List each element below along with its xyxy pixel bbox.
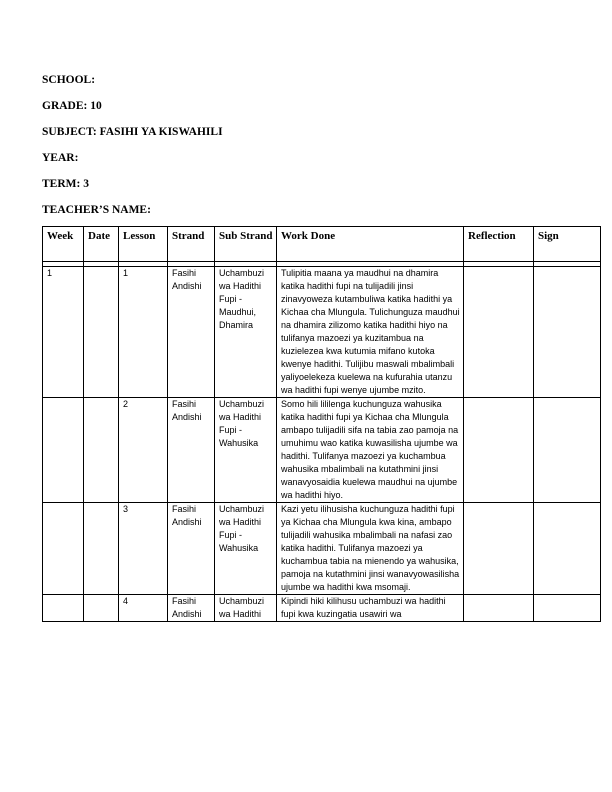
column-header-lesson: Lesson — [119, 227, 168, 262]
subject-label: SUBJECT: FASIHI YA KISWAHILI — [42, 126, 223, 138]
week-cell — [43, 398, 84, 503]
strand-cell: Fasihi Andishi — [168, 267, 215, 398]
date-cell — [84, 398, 119, 503]
year-label: YEAR: — [42, 152, 79, 164]
table-row — [43, 398, 601, 503]
strand-cell: Fasihi Andishi — [168, 595, 215, 622]
teacher-name-label: TEACHER’S NAME: — [42, 204, 151, 216]
column-header-sub-strand: Sub Strand — [215, 227, 277, 262]
sub-strand-cell: Uchambuzi wa Hadithi Fupi - Wahusika — [215, 398, 277, 503]
column-header-work-done: Work Done — [277, 227, 464, 262]
week-cell — [43, 595, 84, 622]
lesson-cell: 1 — [119, 267, 168, 398]
reflection-cell — [464, 398, 534, 503]
table-row — [43, 267, 601, 398]
strand-cell: Fasihi Andishi — [168, 503, 215, 595]
term-label: TERM: 3 — [42, 178, 89, 190]
column-header-strand: Strand — [168, 227, 215, 262]
date-cell — [84, 503, 119, 595]
work-done-cell: Kazi yetu ilihusisha kuchunguza hadithi fupi ya Kichaa cha Mlungula kwa kina, ambapo tulijadili wahusika mbalimbali na nafasi zao katika hadithi. Tulifanya mazoezi ya kuchambua tabia na mienendo ya wahusika, pamoja na kutathmini jinsi wanavyowasilisha ujumbe wa hadithi kwa msomaji. — [277, 503, 464, 595]
sign-cell — [534, 267, 601, 398]
reflection-cell — [464, 595, 534, 622]
reflection-cell — [464, 503, 534, 595]
lesson-cell: 3 — [119, 503, 168, 595]
column-header-week: Week — [43, 227, 84, 262]
table-header-row — [43, 227, 601, 262]
sign-cell — [534, 503, 601, 595]
column-header-sign: Sign — [534, 227, 601, 262]
lesson-cell: 4 — [119, 595, 168, 622]
grade-label: GRADE: 10 — [42, 100, 102, 112]
record-of-work-table — [42, 226, 601, 622]
strand-cell: Fasihi Andishi — [168, 398, 215, 503]
sign-cell — [534, 398, 601, 503]
date-cell — [84, 267, 119, 398]
week-cell: 1 — [43, 267, 84, 398]
work-done-cell: Somo hili lililenga kuchunguza wahusika katika hadithi fupi ya Kichaa cha Mlungula ambapo tulijadili sifa na tabia zao pamoja na umuhimu wao katika kuwasilisha ujumbe wa hadithi. Tulifanya mazoezi ya kuchambua wahusika mbalimbali na kutathmini jinsi wanavyosaidia kuelewa maudhui na ujumbe wa hadithi hiyo. — [277, 398, 464, 503]
column-header-date: Date — [84, 227, 119, 262]
school-label: SCHOOL: — [42, 74, 96, 86]
reflection-cell — [464, 267, 534, 398]
sub-strand-cell: Uchambuzi wa Hadithi — [215, 595, 277, 622]
table-row — [43, 595, 601, 622]
sub-strand-cell: Uchambuzi wa Hadithi Fupi - Wahusika — [215, 503, 277, 595]
date-cell — [84, 595, 119, 622]
sign-cell — [534, 595, 601, 622]
work-done-cell: Kipindi hiki kilihusu uchambuzi wa hadithi fupi kwa kuzingatia usawiri wa — [277, 595, 464, 622]
column-header-reflection: Reflection — [464, 227, 534, 262]
lesson-cell: 2 — [119, 398, 168, 503]
work-done-cell: Tulipitia maana ya maudhui na dhamira katika hadithi fupi na tulijadili jinsi zinavyoweza kutambuliwa katika hadithi ya Kichaa cha Mlungula. Tulichunguza maudhui na dhamira zilizomo katika hadithi hiyo na tulifanya mazoezi ya kuzitambua na kuzielezea kwa kutumia mifano kutoka kwenye hadithi. Tulijibu maswali mbalimbali yaliyoelekeza kuelewa na kufurahia utanzu wa hadithi fupi wenye ujumbe mzito. — [277, 267, 464, 398]
sub-strand-cell: Uchambuzi wa Hadithi Fupi - Maudhui, Dhamira — [215, 267, 277, 398]
table-row — [43, 503, 601, 595]
week-cell — [43, 503, 84, 595]
